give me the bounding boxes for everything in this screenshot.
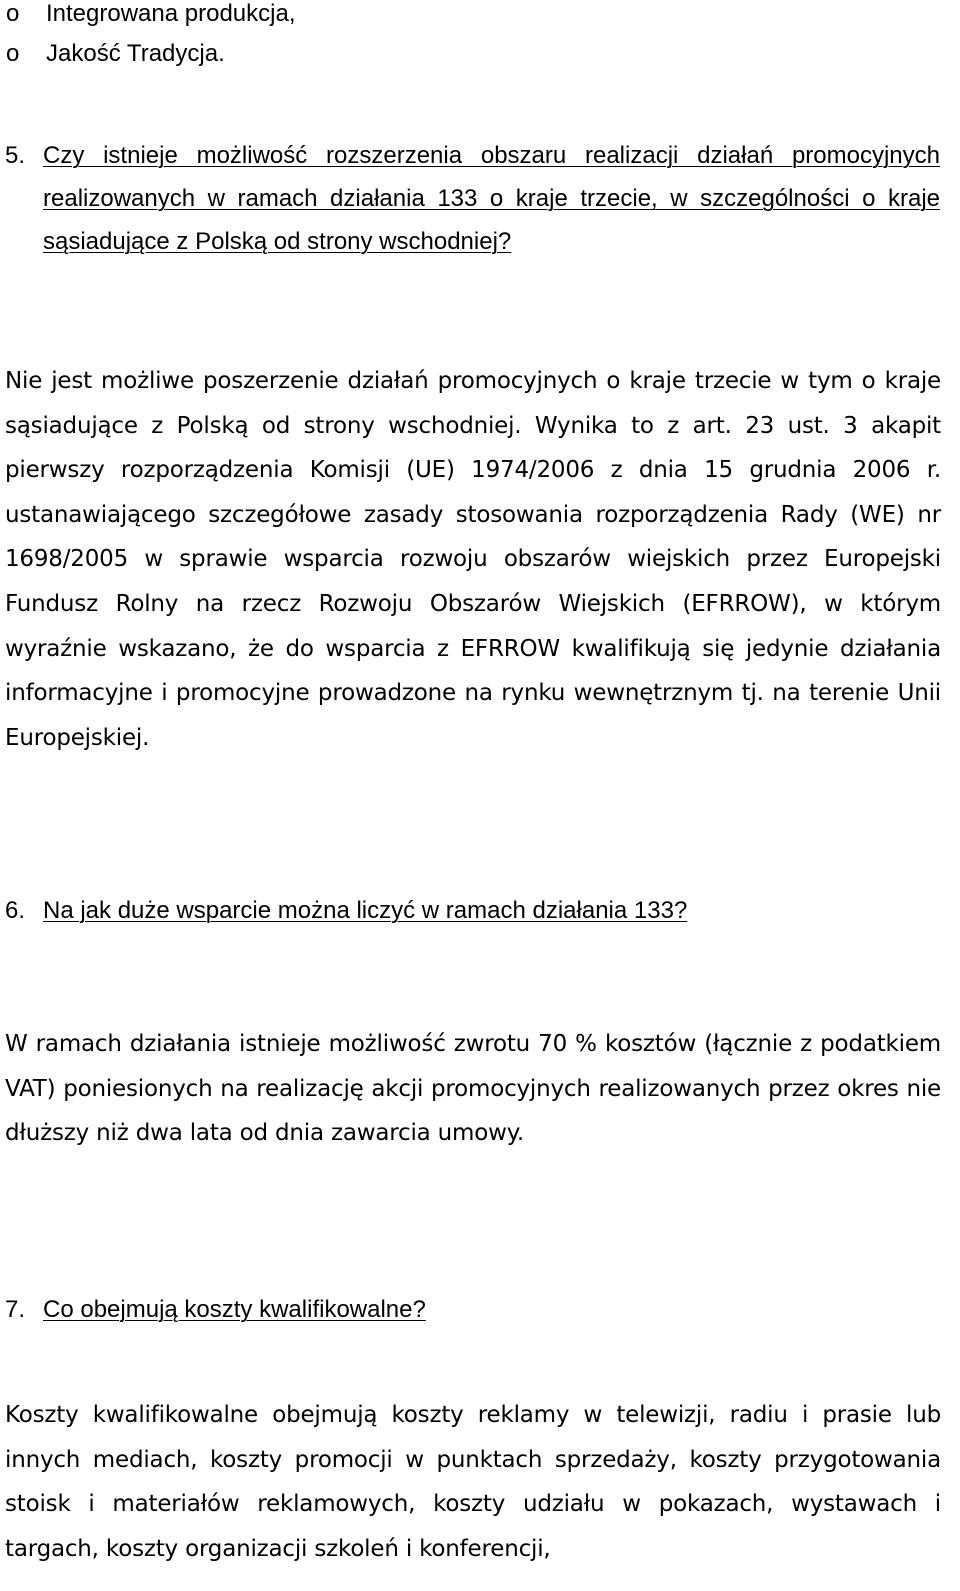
question-number: 7. (5, 1296, 26, 1323)
bullet-list (6, 0, 906, 74)
question-5 (5, 134, 940, 263)
question-text: Co obejmują koszty kwalifikowalne? (43, 1296, 426, 1323)
list-item (6, 34, 906, 74)
answer-5: Nie jest możliwe poszerzenie działań promocyjnych o kraje trzecie w tym o kraje sąsiadujące z Polską od strony wschodniej. Wynika to z art. 23 ust. 3 akapit pierwszy rozporządzenia Komisji (UE) 1974/2006 z dnia 15 grudnia 2006 r. ustanawiającego szczegółowe zasady stosowania rozporządzenia Rady (WE) nr 1698/2005 w sprawie wsparcia rozwoju obszarów wiejskich przez Europejski Fundusz Rolny na rzecz Rozwoju Obszarów Wiejskich (EFRROW), w którym wyraźnie wskazano, że do wsparcia z EFRROW kwalifikują się jedynie działania informacyjne i promocyjne prowadzone na rynku wewnętrznym tj. na terenie Unii Europejskiej. (5, 368, 941, 751)
question-number: 6. (5, 897, 26, 924)
bullet-marker: o (6, 40, 20, 67)
bullet-text: Jakość Tradycja. (46, 40, 225, 67)
question-text: Czy istnieje możliwość rozszerzenia obszaru realizacji działań promocyjnych realizowanych w ramach działania 133 o kraje trzecie, w szczególności o kraje sąsiadujące z Polską od strony wschodniej? (43, 142, 940, 255)
question-text: Na jak duże wsparcie można liczyć w ramach działania 133? (43, 897, 688, 924)
question-6 (5, 889, 940, 932)
bullet-text: Integrowana produkcja, (46, 0, 296, 27)
question-7 (5, 1288, 940, 1331)
list-item (6, 0, 906, 34)
answer-7: Koszty kwalifikowalne obejmują koszty reklamy w telewizji, radiu i prasie lub innych mediach, koszty promocji w punktach sprzedaży, koszty przygotowania stoisk i materiałów reklamowych, koszty udziału w pokazach, wystawach i targach, koszty organizacji szkoleń i konferencji, (5, 1402, 941, 1562)
question-number: 5. (5, 142, 26, 169)
answer-6: W ramach działania istnieje możliwość zwrotu 70 % kosztów (łącznie z podatkiem VAT) poniesionych na realizację akcji promocyjnych realizowanych przez okres nie dłuższy niż dwa lata od dnia zawarcia umowy. (5, 1031, 941, 1147)
bullet-marker: o (6, 0, 20, 27)
